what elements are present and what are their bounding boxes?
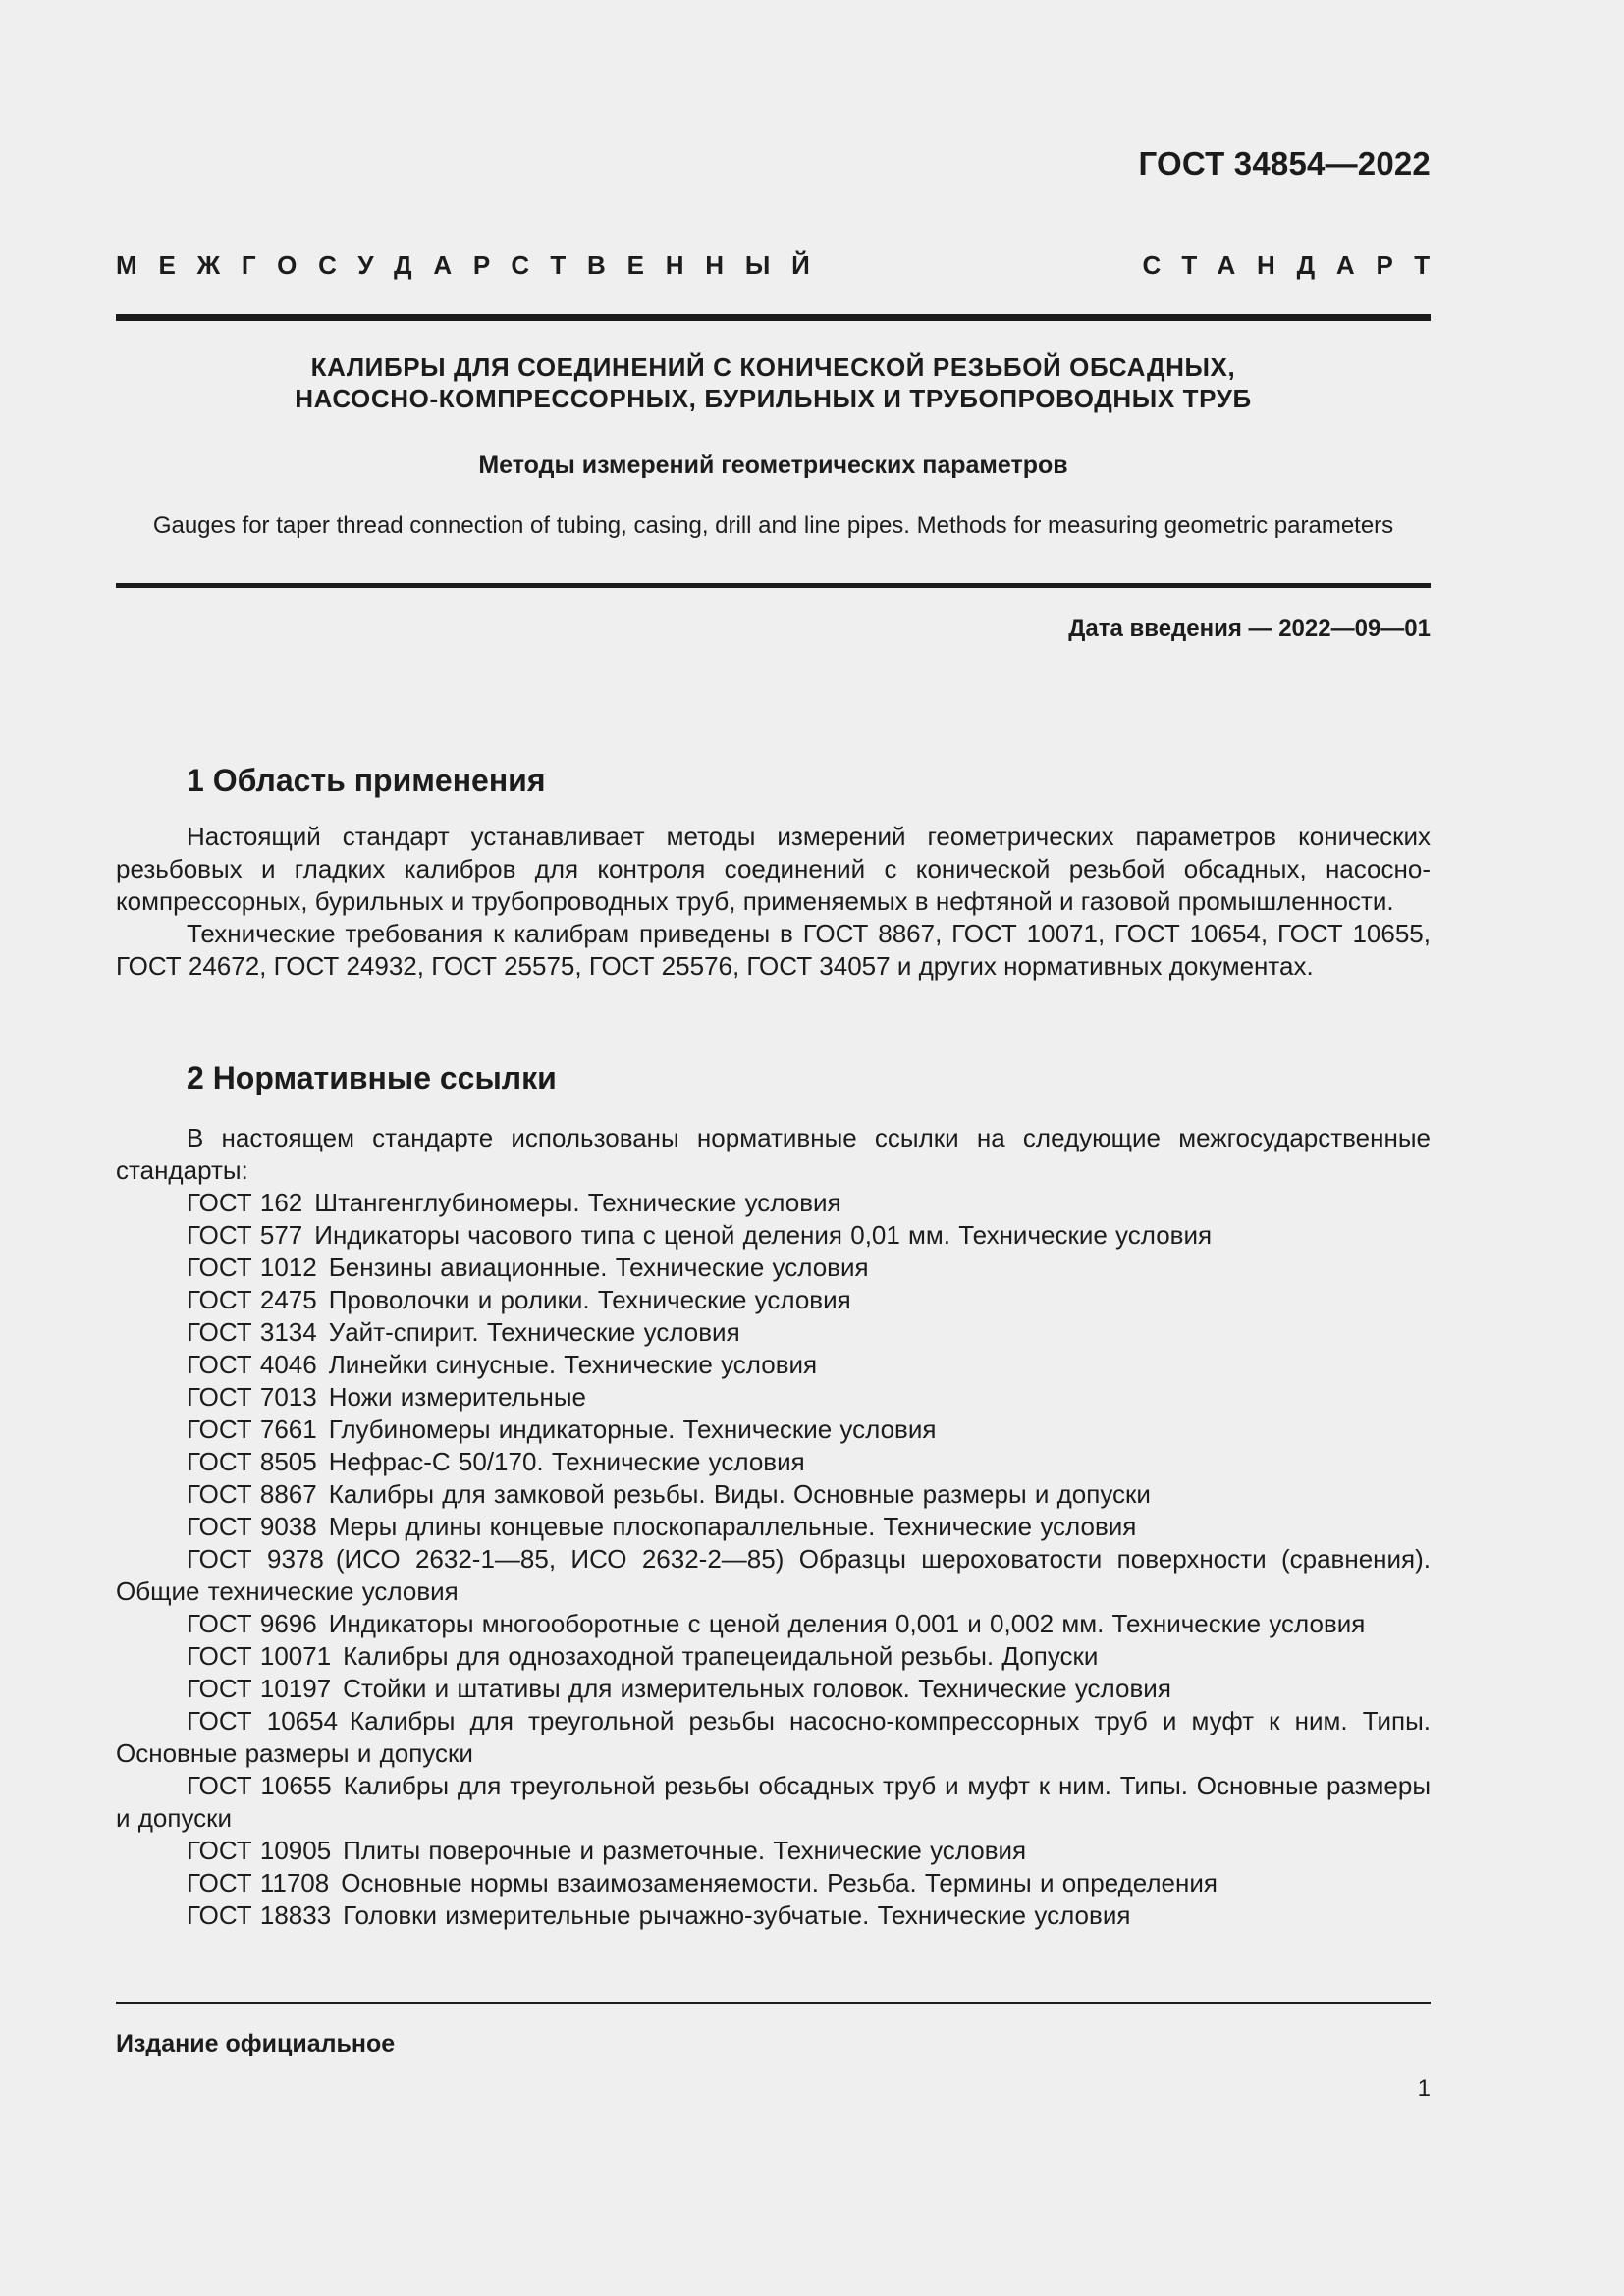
section-2-intro: В настоящем стандарте использованы нормативные ссылки на следующие межгосударственные стандарты: [116,1123,1431,1185]
title-line-1: КАЛИБРЫ ДЛЯ СОЕДИНЕНИЙ С КОНИЧЕСКОЙ РЕЗЬБОЙ ОБСАДНЫХ, [310,352,1236,382]
list-item: ГОСТ 4046 Линейки синусные. Технические условия [187,1350,818,1379]
list-item: ГОСТ 8505 Нефрас-С 50/170. Технические условия [187,1447,805,1476]
list-item: ГОСТ 10071 Калибры для однозаходной трапецеидальной резьбы. Допуски [187,1641,1099,1671]
category-word-1: МЕЖГОСУДАРСТВЕННЫЙ [116,250,832,280]
list-item: ГОСТ 11708 Основные нормы взаимозаменяемости. Резьба. Термины и определения [187,1868,1218,1897]
section-1-heading: 1 Область применения [187,763,546,798]
list-item: ГОСТ 9696 Индикаторы многооборотные с ценой деления 0,001 и 0,002 мм. Технические условия [187,1609,1366,1638]
list-item: ГОСТ 10197 Стойки и штативы для измерительных головок. Технические условия [187,1674,1171,1703]
list-item: ГОСТ 10654 Калибры для треугольной резьбы насосно-компрессорных труб и муфт к ним. Типы. Основные размеры и допуски [116,1706,1431,1768]
document-title [116,351,1431,414]
category-word-2: СТАНДАРТ [1142,250,1451,280]
list-item: ГОСТ 3134 Уайт-спирит. Технические условия [187,1317,740,1347]
title-line-2: НАСОСНО-КОМПРЕССОРНЫХ, БУРИЛЬНЫХ И ТРУБОПРОВОДНЫХ ТРУБ [295,384,1252,413]
page-number: 1 [1417,2075,1431,2102]
list-item: ГОСТ 577 Индикаторы часового типа с ценой деления 0,01 мм. Технические условия [187,1220,1213,1250]
title-rule [116,583,1431,588]
header-rule [116,314,1431,321]
list-item: ГОСТ 7661 Глубиномеры индикаторные. Технические условия [187,1415,937,1444]
list-item: ГОСТ 2475 Проволочки и ролики. Технические условия [187,1285,851,1314]
document-subtitle: Методы измерений геометрических параметров [478,452,1068,479]
list-item: ГОСТ 9378 (ИСО 2632-1—85, ИСО 2632-2—85) Образцы шероховатости поверхности (сравнения). Общие технические условия [116,1544,1432,1606]
list-item: ГОСТ 1012 Бензины авиационные. Технические условия [187,1253,869,1282]
introduction-date: Дата введения — 2022—09—01 [1068,615,1431,642]
section-1-paragraph-1: Настоящий стандарт устанавливает методы измерений геометрических параметров конических резьбовых и гладких калибров для контроля соединений с конической резьбой обсадных, насосно-компрессорных, бурильных и трубопроводных труб, применяемых в нефтяной и газовой промышленности. [116,822,1431,916]
list-item: ГОСТ 18833 Головки измерительные рычажно-зубчатые. Технические условия [187,1900,1131,1930]
document-number: ГОСТ 34854—2022 [1138,145,1431,182]
list-item: ГОСТ 9038 Меры длины концевые плоскопараллельные. Технические условия [187,1512,1137,1541]
document-page [116,0,1451,2296]
official-edition-label: Издание официальное [116,2030,396,2057]
footer-rule [116,2002,1431,2004]
list-item: ГОСТ 8867 Калибры для замковой резьбы. Виды. Основные размеры и допуски [187,1479,1151,1509]
normative-references-list [116,1187,1431,1932]
list-item: ГОСТ 162 Штангенглубиномеры. Технические условия [187,1188,841,1217]
list-item: ГОСТ 10905 Плиты поверочные и разметочные. Технические условия [187,1836,1027,1865]
list-item: ГОСТ 7013 Ножи измерительные [187,1382,586,1412]
english-title: Gauges for taper thread connection of tubing, casing, drill and line pipes. Methods for measuring geometric parameters [152,512,1394,539]
section-2-heading: 2 Нормативные ссылки [187,1060,557,1095]
list-item: ГОСТ 10655 Калибры для треугольной резьбы обсадных труб и муфт к ним. Типы. Основные размеры и допуски [116,1771,1432,1833]
section-1-paragraph-2: Технические требования к калибрам приведены в ГОСТ 8867, ГОСТ 10071, ГОСТ 10654, ГОСТ 10655, ГОСТ 24672, ГОСТ 24932, ГОСТ 25575, ГОСТ 25576, ГОСТ 34057 и других нормативных документах. [116,919,1431,981]
